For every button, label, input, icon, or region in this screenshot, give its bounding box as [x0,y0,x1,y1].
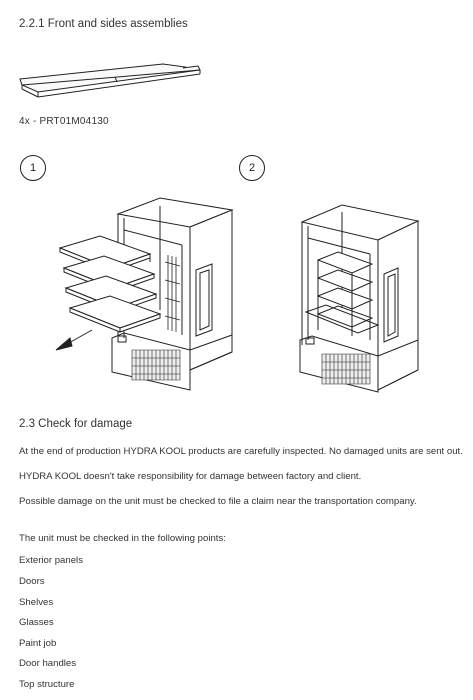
paragraph-claim: Possible damage on the unit must be checked to file a claim near the transportation company. [19,496,417,507]
paragraph-inspection: At the end of production HYDRA KOOL products are carefully inspected. No damaged units are sent out. [19,446,463,457]
step-number: 1 [29,162,37,174]
check-point-item: Doors [19,576,45,587]
section-heading-check-damage: 2.3 Check for damage [19,418,133,430]
check-point-item: Exterior panels [19,555,83,566]
paragraph-responsibility: HYDRA KOOL doesn't take responsibility for damage between factory and client. [19,471,362,482]
check-point-item: Door handles [19,658,77,669]
check-point-item: Paint job [19,638,57,649]
check-point-item: Glasses [19,617,54,628]
step-number: 2 [248,162,256,174]
section-heading-front-sides: 2.2.1 Front and sides assemblies [19,18,188,30]
part-number-label: 4x - PRT01M04130 [19,116,109,127]
paragraph-check-points-intro: The unit must be checked in the following points: [19,533,226,544]
check-point-item: Shelves [19,597,54,608]
check-point-item: Top structure [19,679,75,690]
step-2-badge [239,155,265,181]
step-1-badge [20,155,46,181]
